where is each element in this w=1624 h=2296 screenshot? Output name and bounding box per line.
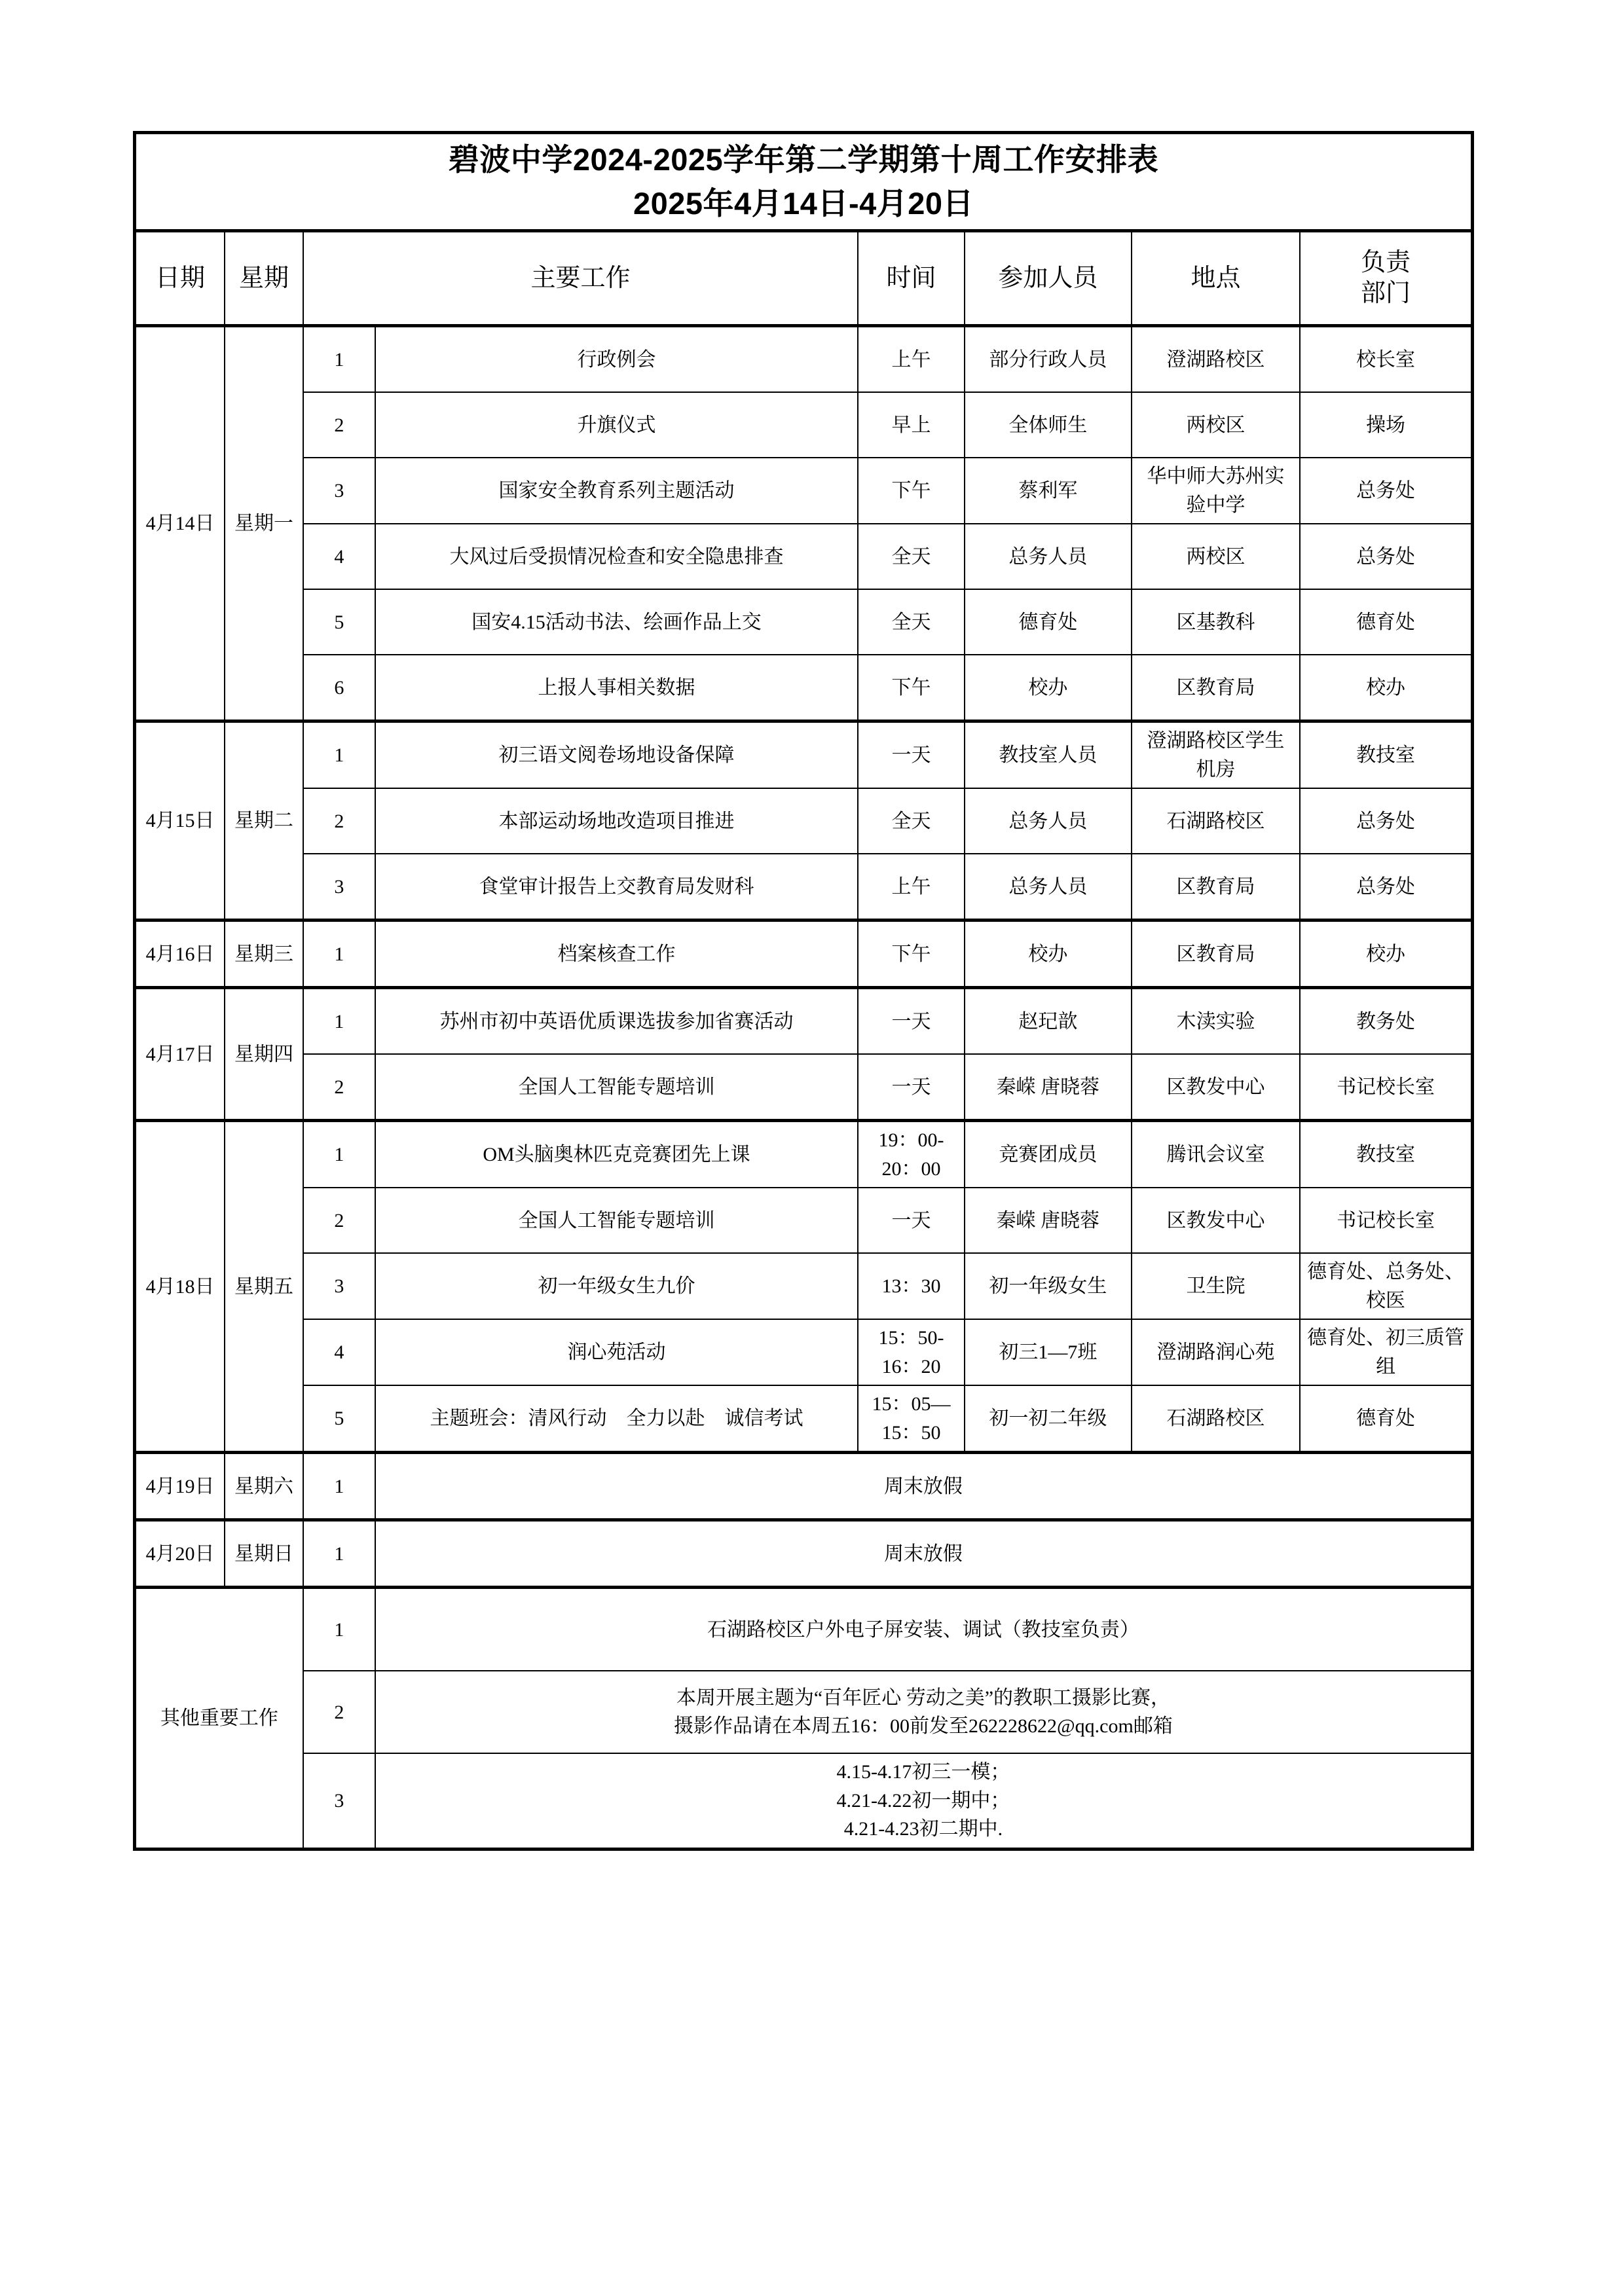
cell-holiday-note: 周末放假 (375, 1520, 1473, 1588)
cell-sequence: 3 (303, 458, 375, 524)
cell-task: 升旗仪式 (375, 392, 858, 458)
cell-other-content (375, 1588, 1473, 1671)
cell-sequence: 1 (303, 1520, 375, 1588)
cell-date: 4月16日 (135, 920, 225, 988)
table-row (135, 1121, 1473, 1188)
cell-time: 下午 (858, 920, 965, 988)
cell-sequence: 2 (303, 788, 375, 854)
cell-time: 早上 (858, 392, 965, 458)
cell-place: 区教发中心 (1132, 1188, 1300, 1253)
cell-sequence: 1 (303, 988, 375, 1055)
cell-time-start: 19：00- (878, 1129, 944, 1152)
table-row-other (135, 1588, 1473, 1671)
cell-date: 4月15日 (135, 721, 225, 920)
cell-participants: 德育处 (965, 589, 1132, 655)
cell-other-label: 其他重要工作 (135, 1588, 303, 1850)
cell-weekday: 星期六 (225, 1453, 303, 1520)
cell-task: 初一年级女生九价 (375, 1253, 858, 1319)
table-row (135, 458, 1473, 524)
cell-place: 华中师大苏州实验中学 (1132, 458, 1300, 524)
cell-other-line: 4.21-4.22初一期中； (836, 1789, 1010, 1812)
cell-place: 卫生院 (1132, 1253, 1300, 1319)
cell-participants: 全体师生 (965, 392, 1132, 458)
cell-sequence: 6 (303, 655, 375, 721)
work-schedule-table (133, 131, 1474, 1851)
cell-time: 一天 (858, 721, 965, 789)
cell-task: 国安4.15活动书法、绘画作品上交 (375, 589, 858, 655)
cell-participants: 校办 (965, 655, 1132, 721)
table-row (135, 1520, 1473, 1588)
table-row (135, 1188, 1473, 1253)
cell-place: 石湖路校区 (1132, 1385, 1300, 1453)
cell-participants: 校办 (965, 920, 1132, 988)
header-task: 主要工作 (303, 231, 858, 326)
table-row (135, 920, 1473, 988)
table-row (135, 655, 1473, 721)
cell-other-line: 4.15-4.17初三一模； (836, 1761, 1010, 1783)
cell-time-end: 15：50 (881, 1421, 941, 1444)
cell-other-line: 4.21-4.23初二期中. (843, 1818, 1003, 1840)
table-row (135, 1453, 1473, 1520)
cell-department: 德育处 (1300, 589, 1472, 655)
cell-task: 上报人事相关数据 (375, 655, 858, 721)
cell-date: 4月19日 (135, 1453, 225, 1520)
table-row (135, 392, 1473, 458)
cell-place: 澄湖路校区学生机房 (1132, 721, 1300, 789)
cell-time: 全天 (858, 589, 965, 655)
header-department-line1: 负责 (1361, 248, 1411, 276)
header-date: 日期 (135, 231, 225, 326)
cell-time: 一天 (858, 1188, 965, 1253)
cell-place: 两校区 (1132, 524, 1300, 589)
cell-time-start: 15：05— (872, 1393, 951, 1415)
table-row (135, 326, 1473, 393)
table-row (135, 988, 1473, 1055)
cell-department: 总务处 (1300, 458, 1472, 524)
cell-weekday: 星期日 (225, 1520, 303, 1588)
title-row (135, 133, 1473, 231)
header-participants: 参加人员 (965, 231, 1132, 326)
table-row (135, 589, 1473, 655)
cell-weekday: 星期一 (225, 326, 303, 721)
cell-sequence: 1 (303, 1453, 375, 1520)
cell-weekday: 星期三 (225, 920, 303, 988)
cell-participants: 初一初二年级 (965, 1385, 1132, 1453)
cell-time: 下午 (858, 655, 965, 721)
cell-time (858, 1385, 965, 1453)
cell-task: 食堂审计报告上交教育局发财科 (375, 854, 858, 920)
cell-other-line: 本周开展主题为“百年匠心 劳动之美”的教职工摄影比赛， (676, 1686, 1171, 1709)
header-time: 时间 (858, 231, 965, 326)
cell-task: 全国人工智能专题培训 (375, 1188, 858, 1253)
cell-department: 校办 (1300, 655, 1472, 721)
title-cell (135, 133, 1473, 231)
cell-department: 书记校长室 (1300, 1054, 1472, 1121)
table-row (135, 524, 1473, 589)
cell-time: 下午 (858, 458, 965, 524)
cell-participants: 初一年级女生 (965, 1253, 1132, 1319)
header-department-line2: 部门 (1361, 280, 1411, 308)
cell-task: 行政例会 (375, 326, 858, 393)
cell-participants: 秦嵘 唐晓蓉 (965, 1188, 1132, 1253)
table-row (135, 1385, 1473, 1453)
cell-department: 教技室 (1300, 721, 1472, 789)
header-weekday: 星期 (225, 231, 303, 326)
cell-time (858, 1319, 965, 1385)
cell-task: 苏州市初中英语优质课选拔参加省赛活动 (375, 988, 858, 1055)
cell-task: 润心苑活动 (375, 1319, 858, 1385)
cell-participants: 总务人员 (965, 788, 1132, 854)
cell-time-end: 16：20 (881, 1355, 941, 1377)
cell-sequence: 1 (303, 326, 375, 393)
cell-time: 一天 (858, 988, 965, 1055)
cell-time-end: 20：00 (881, 1157, 941, 1180)
cell-time: 上午 (858, 326, 965, 393)
cell-sequence: 1 (303, 1588, 375, 1671)
table-row (135, 1253, 1473, 1319)
cell-sequence: 3 (303, 1253, 375, 1319)
cell-place: 区教育局 (1132, 655, 1300, 721)
cell-sequence: 1 (303, 920, 375, 988)
cell-time-start: 15：50- (878, 1327, 944, 1349)
cell-place: 两校区 (1132, 392, 1300, 458)
cell-department: 总务处 (1300, 524, 1472, 589)
cell-place: 区教育局 (1132, 854, 1300, 920)
cell-participants: 蔡利军 (965, 458, 1132, 524)
cell-sequence: 5 (303, 589, 375, 655)
cell-participants: 秦嵘 唐晓蓉 (965, 1054, 1132, 1121)
cell-time: 上午 (858, 854, 965, 920)
cell-sequence: 2 (303, 1188, 375, 1253)
cell-date: 4月18日 (135, 1121, 225, 1453)
cell-place: 区基教科 (1132, 589, 1300, 655)
header-place: 地点 (1132, 231, 1300, 326)
cell-other-line: 摄影作品请在本周五16：00前发至262228622@qq.com邮箱 (674, 1715, 1173, 1738)
cell-participants: 部分行政人员 (965, 326, 1132, 393)
cell-date: 4月20日 (135, 1520, 225, 1588)
cell-sequence: 3 (303, 1753, 375, 1849)
cell-department: 操场 (1300, 392, 1472, 458)
title-line-1: 碧波中学2024-2025学年第二学期第十周工作安排表 (448, 142, 1159, 177)
cell-sequence: 2 (303, 1671, 375, 1753)
cell-date: 4月17日 (135, 988, 225, 1121)
cell-department: 德育处 (1300, 1385, 1472, 1453)
cell-task: 档案核查工作 (375, 920, 858, 988)
cell-department: 教技室 (1300, 1121, 1472, 1188)
cell-place: 石湖路校区 (1132, 788, 1300, 854)
cell-department: 校办 (1300, 920, 1472, 988)
cell-task: 国家安全教育系列主题活动 (375, 458, 858, 524)
cell-sequence: 1 (303, 721, 375, 789)
cell-place: 澄湖路润心苑 (1132, 1319, 1300, 1385)
cell-other-content (375, 1753, 1473, 1849)
cell-place: 区教育局 (1132, 920, 1300, 988)
cell-weekday: 星期五 (225, 1121, 303, 1453)
cell-holiday-note: 周末放假 (375, 1453, 1473, 1520)
cell-sequence: 5 (303, 1385, 375, 1453)
cell-place: 区教发中心 (1132, 1054, 1300, 1121)
cell-department: 教务处 (1300, 988, 1472, 1055)
table-row-other (135, 1671, 1473, 1753)
table-row (135, 788, 1473, 854)
cell-department: 德育处、总务处、校医 (1300, 1253, 1472, 1319)
cell-sequence: 4 (303, 524, 375, 589)
table-row (135, 1054, 1473, 1121)
cell-sequence: 2 (303, 1054, 375, 1121)
table-header-row (135, 231, 1473, 326)
cell-time: 一天 (858, 1054, 965, 1121)
cell-task: 大风过后受损情况检查和安全隐患排查 (375, 524, 858, 589)
cell-other-content (375, 1671, 1473, 1753)
cell-sequence: 1 (303, 1121, 375, 1188)
cell-other-line: 石湖路校区户外电子屏安装、调试（教技室负责） (707, 1618, 1139, 1641)
cell-participants: 竞赛团成员 (965, 1121, 1132, 1188)
cell-department: 总务处 (1300, 854, 1472, 920)
cell-participants: 总务人员 (965, 524, 1132, 589)
cell-place: 澄湖路校区 (1132, 326, 1300, 393)
cell-department: 书记校长室 (1300, 1188, 1472, 1253)
cell-time: 全天 (858, 788, 965, 854)
table-row (135, 854, 1473, 920)
cell-department: 校长室 (1300, 326, 1472, 393)
cell-sequence: 4 (303, 1319, 375, 1385)
cell-weekday: 星期四 (225, 988, 303, 1121)
table-row-other (135, 1753, 1473, 1849)
cell-task: 初三语文阅卷场地设备保障 (375, 721, 858, 789)
cell-task: OM头脑奥林匹克竞赛团先上课 (375, 1121, 858, 1188)
table-row (135, 1319, 1473, 1385)
cell-time: 13：30 (858, 1253, 965, 1319)
cell-place: 木渎实验 (1132, 988, 1300, 1055)
cell-task: 本部运动场地改造项目推进 (375, 788, 858, 854)
cell-participants: 初三1—7班 (965, 1319, 1132, 1385)
cell-task: 全国人工智能专题培训 (375, 1054, 858, 1121)
cell-sequence: 3 (303, 854, 375, 920)
header-department (1300, 231, 1472, 326)
cell-time: 全天 (858, 524, 965, 589)
cell-sequence: 2 (303, 392, 375, 458)
cell-task: 主题班会：清风行动 全力以赴 诚信考试 (375, 1385, 858, 1453)
cell-time (858, 1121, 965, 1188)
cell-place: 腾讯会议室 (1132, 1121, 1300, 1188)
cell-participants: 总务人员 (965, 854, 1132, 920)
work-schedule-sheet (133, 131, 1474, 1851)
cell-participants: 赵玘歆 (965, 988, 1132, 1055)
table-row (135, 721, 1473, 789)
cell-participants: 教技室人员 (965, 721, 1132, 789)
cell-date: 4月14日 (135, 326, 225, 721)
cell-department: 总务处 (1300, 788, 1472, 854)
cell-department: 德育处、初三质管组 (1300, 1319, 1472, 1385)
cell-weekday: 星期二 (225, 721, 303, 920)
title-line-2: 2025年4月14日-4月20日 (633, 185, 974, 221)
